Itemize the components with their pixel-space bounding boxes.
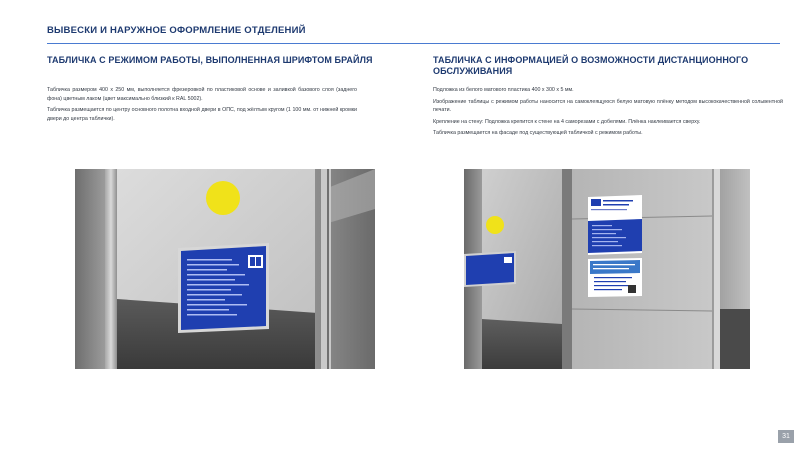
yellow-circle-marker <box>486 216 504 234</box>
remote-service-sign-title: ТАБЛИЧКА С ИНФОРМАЦИЕЙ О ВОЗМОЖНОСТИ ДИСТАНЦИОННОГО ОБСЛУЖИВАНИЯ <box>433 55 749 76</box>
remote-service-paragraph: Подложка из белого матового пластика 400 х 300 х 5 мм. <box>433 87 574 93</box>
remote-service-sign-graphic <box>588 258 642 297</box>
remote-service-sign-description <box>433 86 783 141</box>
remote-service-paragraph: Табличка размещается на фасаде под существующей табличкой с режимом работы. <box>433 130 643 137</box>
section-title: ВЫВЕСКИ И НАРУЖНОЕ ОФОРМЛЕНИЕ ОТДЕЛЕНИЙ <box>47 25 306 36</box>
braille-sign-graphic <box>178 243 269 333</box>
braille-sign-photo <box>75 169 375 369</box>
yellow-circle-marker <box>206 181 240 215</box>
remote-service-paragraph: Крепление на стену: Подложка крепится к стене на 4 саморезами с добелями. Плёнка наклеивается сверху. <box>433 118 701 125</box>
braille-sign-paragraph: Табличка размещается по центру основного полотна входной двери в ОПС, под жёлтым кругом (1 100 мм. от нижней кромки двери до центра таблички). <box>47 107 357 122</box>
braille-schedule-sign-graphic <box>588 195 642 255</box>
braille-sign-paragraph: Табличка размером 400 х 250 мм, выполняется фрезеровкой по пластиковой основе и заливкой базового слоя (заднего фона) цветным лаком (цвет максимально близкий к RAL 5002). <box>47 87 357 102</box>
braille-sign-title: ТАБЛИЧКА С РЕЖИМОМ РАБОТЫ, ВЫПОЛНЕННАЯ ШРИФТОМ БРАЙЛЯ <box>47 55 373 65</box>
remote-service-sign-photo <box>464 169 750 369</box>
header-divider <box>47 43 780 44</box>
page-number: 31 <box>778 430 794 443</box>
braille-sign-description <box>47 86 357 126</box>
remote-service-paragraph: Изображение таблицы с режимом работы наносится на самоклеящуюся белую матовую плёнку методом высококачественной сольвентной печати. <box>433 98 783 114</box>
door-braille-sign-graphic <box>464 251 516 287</box>
